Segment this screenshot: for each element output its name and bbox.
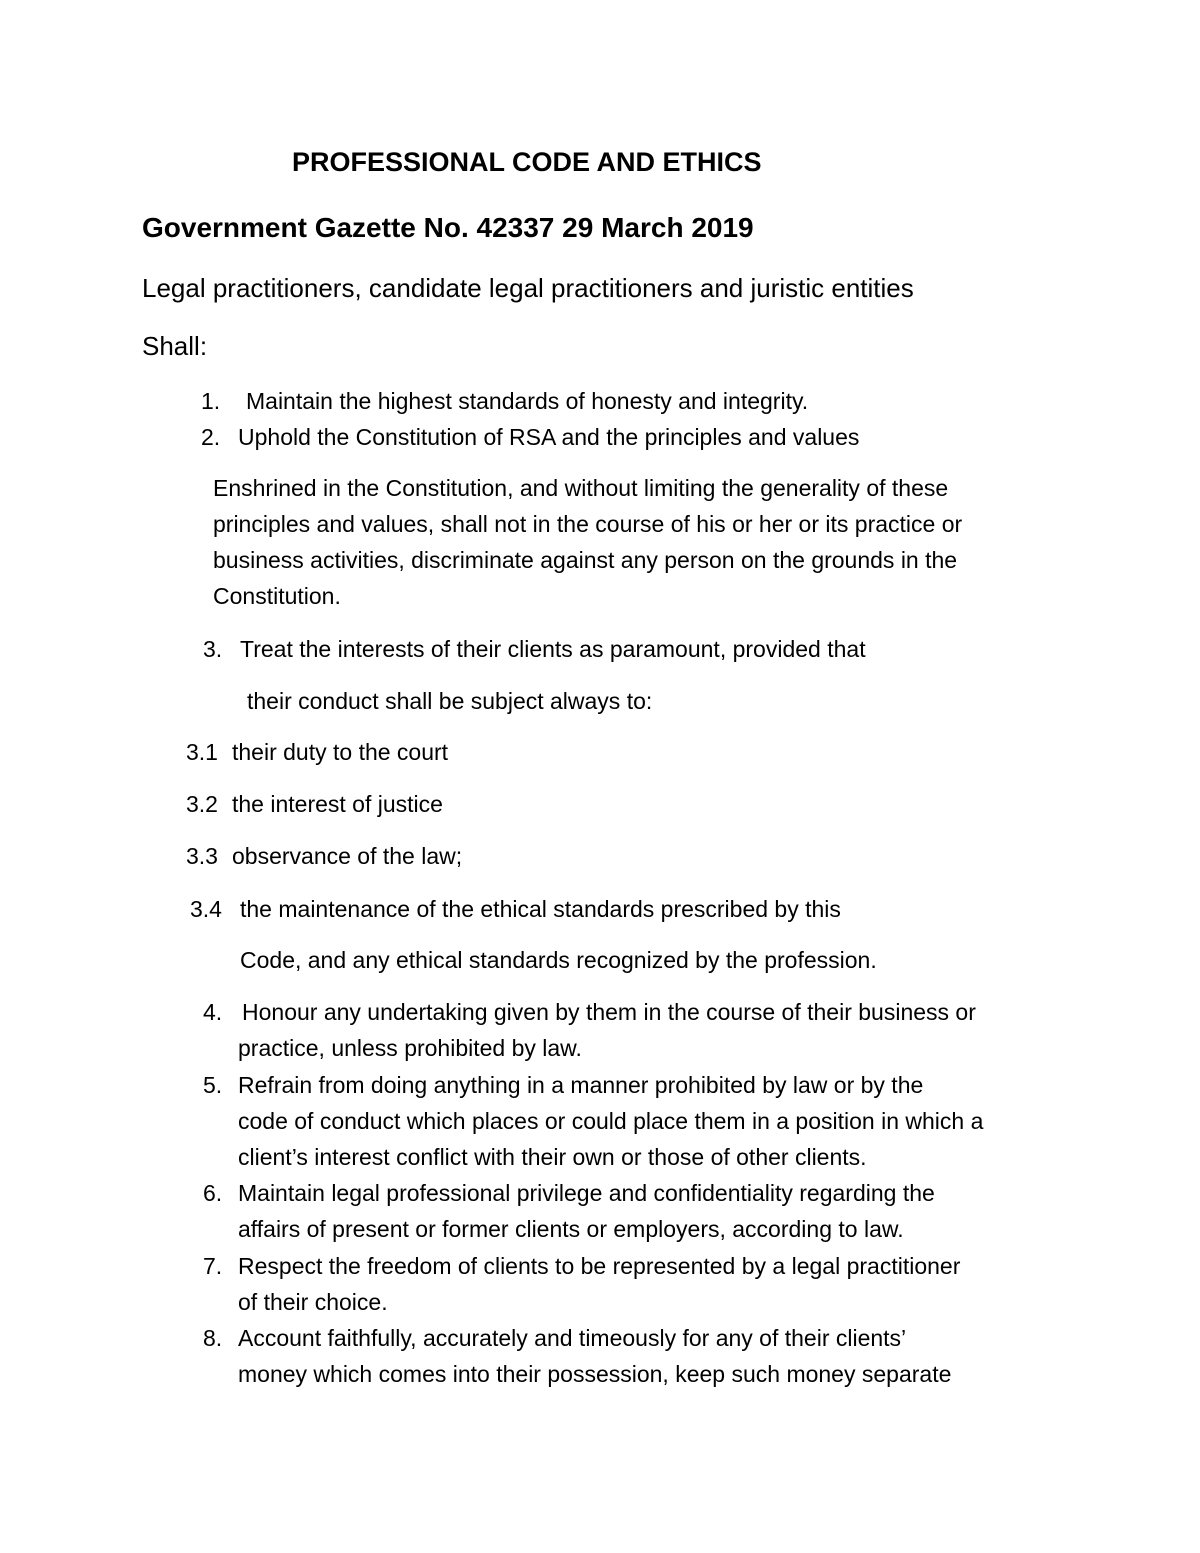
list-number: 2. — [201, 424, 221, 450]
list-item-text: Treat the interests of their clients as paramount, provided that — [240, 636, 866, 662]
list-item-text: Account faithfully, accurately and timeously for any of their clients’ — [238, 1325, 907, 1351]
paragraph-line: principles and values, shall not in the course of his or her or its practice or — [213, 511, 963, 537]
sub-list-number: 3.1 — [186, 739, 218, 765]
sub-list-item-text: their duty to the court — [232, 739, 449, 765]
intro-text: Legal practitioners, candidate legal practitioners and juristic entities — [142, 273, 914, 303]
paragraph-line: Enshrined in the Constitution, and without limiting the generality of these — [213, 475, 949, 501]
list-item-text: Maintain the highest standards of honesty and integrity. — [246, 388, 809, 414]
list-item-text: money which comes into their possession, keep such money separate — [238, 1361, 952, 1387]
gazette-heading: Government Gazette No. 42337 29 March 2019 — [142, 212, 754, 243]
list-item-text: Respect the freedom of clients to be represented by a legal practitioner — [238, 1253, 961, 1279]
list-number: 7. — [203, 1253, 223, 1279]
list-item-text: Maintain legal professional privilege and confidentiality regarding the — [238, 1180, 935, 1206]
paragraph-line: their conduct shall be subject always to: — [247, 688, 653, 714]
list-number: 8. — [203, 1325, 223, 1351]
sub-list-item-text: observance of the law; — [232, 843, 463, 869]
list-item-text: of their choice. — [238, 1289, 388, 1315]
sub-list-item-text: the interest of justice — [232, 791, 443, 817]
paragraph-line: business activities, discriminate against any person on the grounds in the — [213, 547, 958, 573]
list-number: 3. — [203, 636, 223, 662]
list-item-text: Refrain from doing anything in a manner prohibited by law or by the — [238, 1072, 924, 1098]
list-item-text: Honour any undertaking given by them in the course of their business or — [242, 999, 976, 1025]
sub-list-number: 3.2 — [186, 791, 218, 817]
shall-label: Shall: — [142, 331, 208, 361]
sub-list-number: 3.3 — [186, 843, 218, 869]
list-number: 5. — [203, 1072, 223, 1098]
list-item-text: affairs of present or former clients or employers, according to law. — [238, 1216, 904, 1242]
list-number: 6. — [203, 1180, 223, 1206]
list-item-text: client’s interest conflict with their own or those of other clients. — [238, 1144, 867, 1170]
list-item-text: code of conduct which places or could place them in a position in which a — [238, 1108, 984, 1134]
list-item-text: practice, unless prohibited by law. — [238, 1035, 582, 1061]
list-number: 1. — [201, 388, 221, 414]
list-number: 4. — [203, 999, 223, 1025]
paragraph-line: Code, and any ethical standards recognized by the profession. — [240, 947, 877, 973]
paragraph-line: Constitution. — [213, 583, 341, 609]
sub-list-number: 3.4 — [190, 896, 222, 922]
document-title: PROFESSIONAL CODE AND ETHICS — [292, 147, 762, 177]
sub-list-item-text: the maintenance of the ethical standards prescribed by this — [240, 896, 841, 922]
list-item-text: Uphold the Constitution of RSA and the principles and values — [238, 424, 860, 450]
